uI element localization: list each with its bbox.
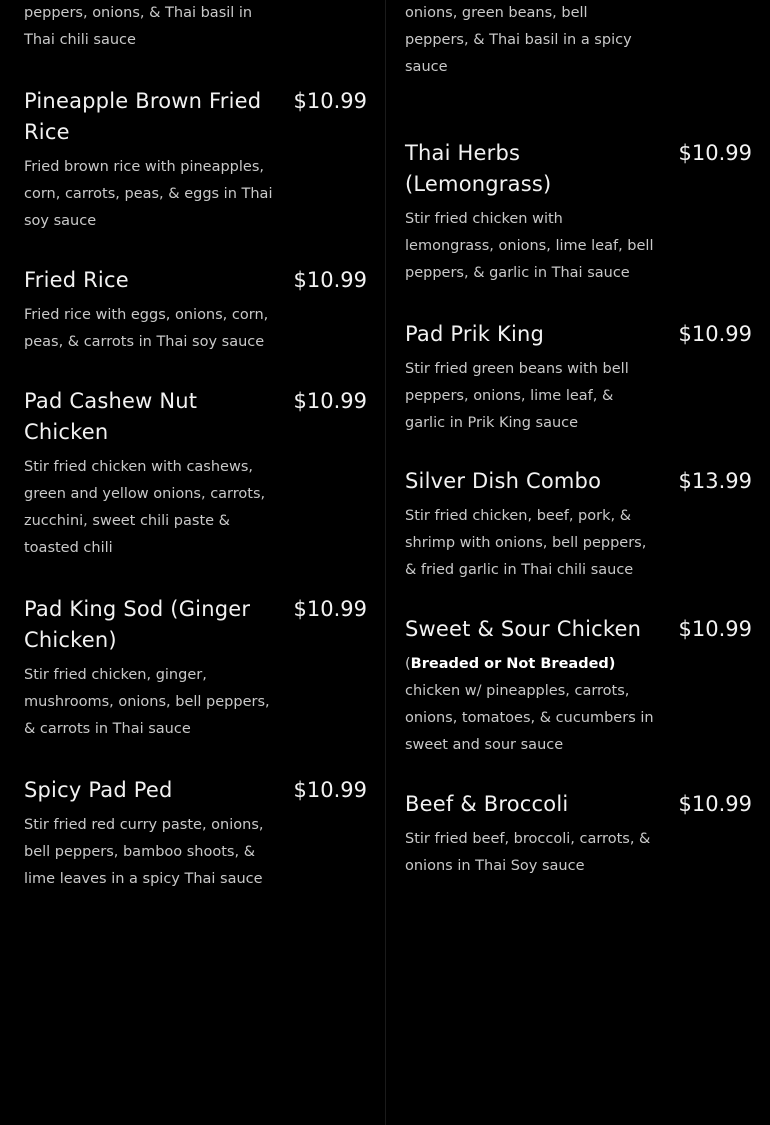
menu-item-price: $10.99 — [293, 778, 367, 802]
menu-item-header — [405, 789, 752, 820]
menu-item-name: Silver Dish Combo — [405, 469, 602, 493]
menu-item-name: Sweet & Sour Chicken — [405, 617, 642, 641]
menu-item-name: Beef & Broccoli — [405, 792, 569, 816]
menu-item-name: Fried Rice — [24, 268, 129, 292]
menu-item-description: Stir fried chicken, ginger, mushrooms, onions, bell peppers, & carrots in Thai sauce — [24, 667, 270, 737]
menu-item-description: Stir fried red curry paste, onions, bell peppers, bamboo shoots, & lime leaves in a spicy Thai sauce — [24, 817, 264, 887]
menu-item-name: Pad King Sod (Ginger Chicken) — [24, 597, 251, 652]
menu-item — [405, 0, 752, 81]
menu-item — [24, 86, 367, 235]
menu-item-header — [405, 466, 752, 497]
menu-item-header — [24, 594, 367, 656]
menu-item-description: Stir fried green beans with bell peppers, onions, lime leaf, & garlic in Prik King sauce — [405, 361, 629, 431]
menu-item — [405, 614, 752, 759]
menu-item-header — [405, 319, 752, 350]
menu-item — [405, 138, 752, 287]
menu-item-description: Stir fried chicken with lemongrass, onions, lime leaf, bell peppers, & garlic in Thai sauce — [405, 211, 654, 281]
menu-item-header — [405, 138, 752, 200]
menu-item-name: Pad Prik King — [405, 322, 545, 346]
menu-item-description: Stir fried beef, broccoli, carrots, & onions in Thai Soy sauce — [405, 831, 651, 874]
menu-item-description: Fried rice with eggs, onions, corn, peas, & carrots in Thai soy sauce — [24, 307, 269, 350]
menu-item-description: Stir fried chicken, beef, pork, & shrimp with onions, bell peppers, & fried garlic in Thai chili sauce — [405, 508, 647, 578]
menu-item-description: onions, green beans, bell peppers, & Thai basil in a spicy sauce — [405, 5, 632, 75]
menu-item — [24, 265, 367, 356]
menu-item — [24, 0, 367, 54]
menu-item-header — [24, 265, 367, 296]
menu-item-header — [405, 614, 752, 645]
menu-item-price: $10.99 — [678, 792, 752, 816]
desc-emphasis: Breaded or Not Breaded) — [410, 656, 616, 672]
menu-item-name: Pineapple Brown Fried Rice — [24, 89, 262, 144]
menu-item-price: $10.99 — [293, 89, 367, 113]
menu-item-price: $10.99 — [678, 322, 752, 346]
menu-column-right — [385, 0, 770, 1125]
menu-item-description — [405, 651, 655, 759]
menu-item-description: peppers, onions, & Thai basil in Thai chili sauce — [24, 5, 253, 48]
menu-item — [24, 594, 367, 743]
desc-body: chicken w/ pineapples, carrots, onions, tomatoes, & cucumbers in sweet and sour sauce — [405, 683, 654, 753]
menu-item-header — [24, 86, 367, 148]
menu-item-price: $10.99 — [293, 268, 367, 292]
menu-item-name: Thai Herbs (Lemongrass) — [405, 141, 552, 196]
menu-item — [24, 775, 367, 893]
menu-item-name: Spicy Pad Ped — [24, 778, 173, 802]
menu-item-description: Stir fried chicken with cashews, green and yellow onions, carrots, zucchini, sweet chili paste & toasted chili — [24, 459, 266, 556]
menu-item-header — [24, 775, 367, 806]
menu-item-header — [24, 386, 367, 448]
menu-item-description: Fried brown rice with pineapples, corn, carrots, peas, & eggs in Thai soy sauce — [24, 159, 273, 229]
menu-item-price: $10.99 — [678, 617, 752, 641]
menu-item — [405, 319, 752, 437]
menu-item-name: Pad Cashew Nut Chicken — [24, 389, 198, 444]
menu-item-price: $10.99 — [293, 597, 367, 621]
menu-item-price: $10.99 — [293, 389, 367, 413]
desc-prefix: ( — [405, 656, 411, 672]
menu-item — [405, 466, 752, 584]
menu-item — [24, 386, 367, 562]
menu-item-price: $10.99 — [678, 141, 752, 165]
menu-item-price: $13.99 — [678, 469, 752, 493]
menu-item — [405, 789, 752, 880]
